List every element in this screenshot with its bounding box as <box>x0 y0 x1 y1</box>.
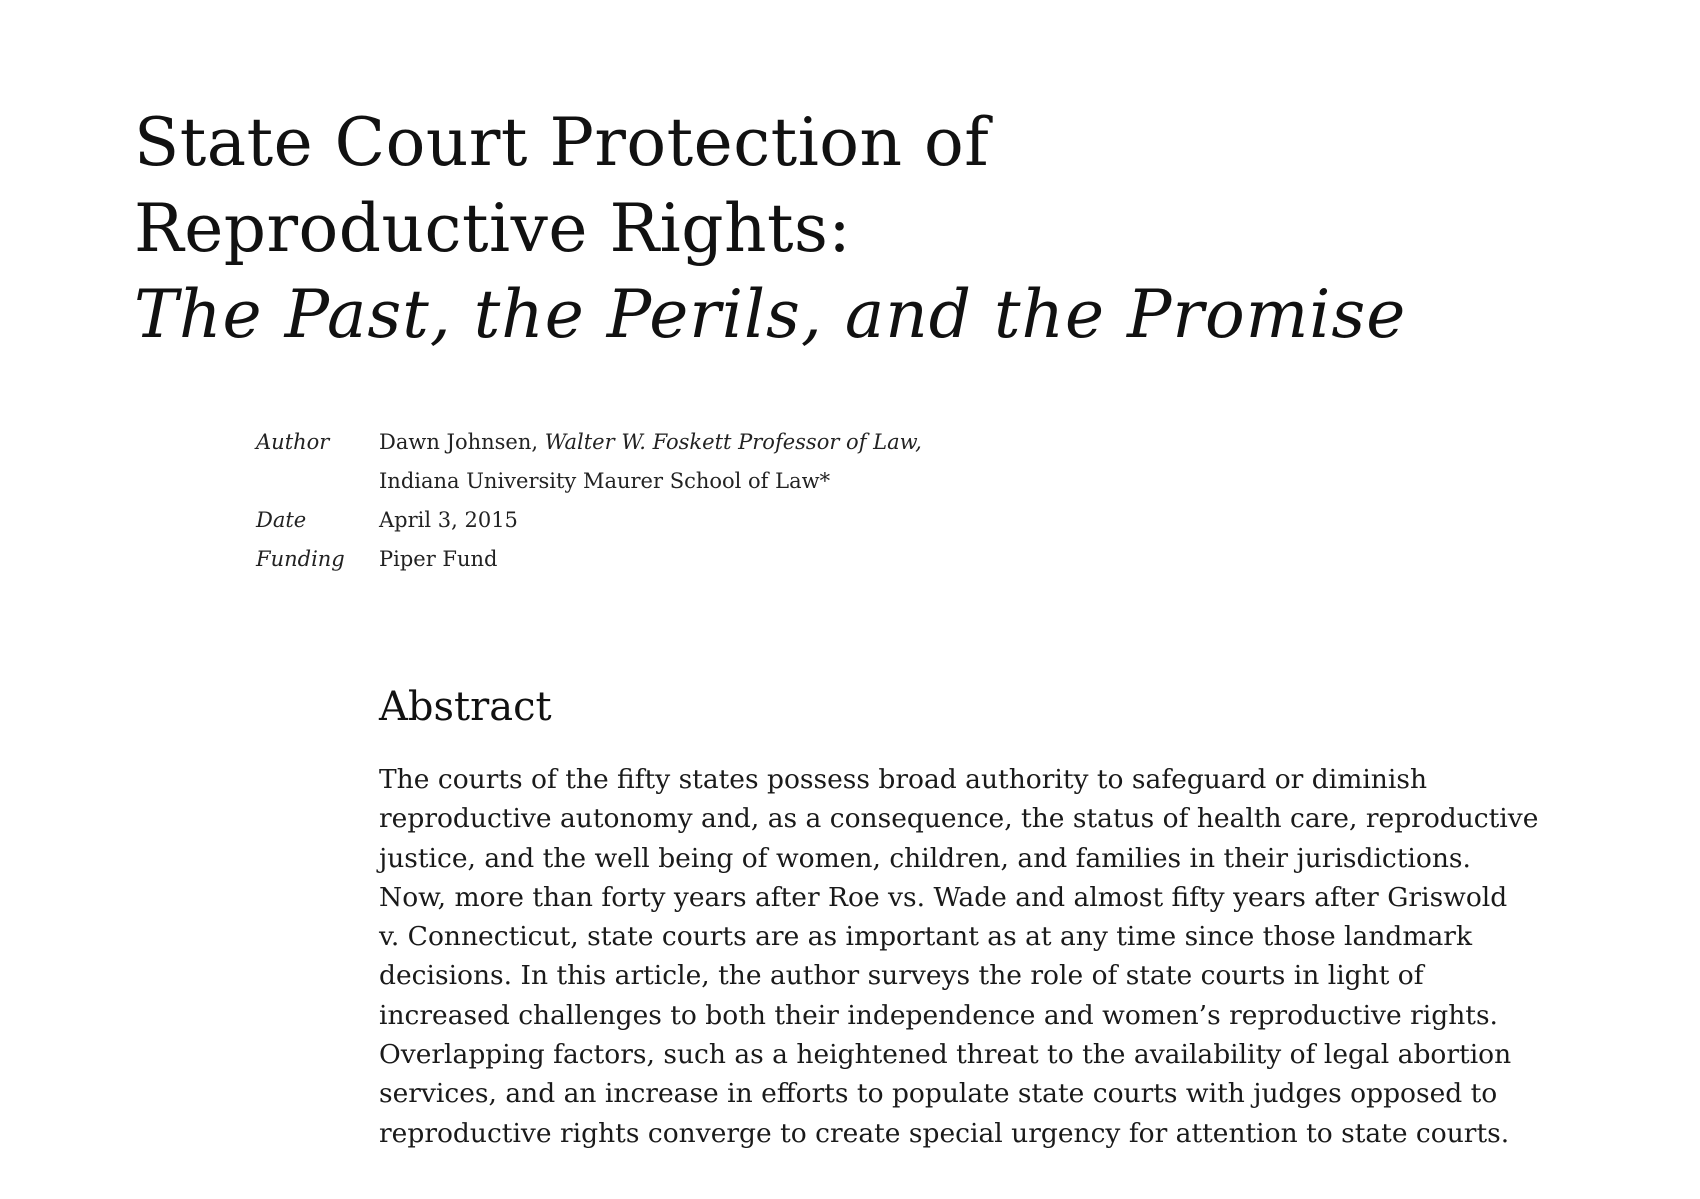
author-value <box>379 430 922 454</box>
date-label: Date <box>256 508 307 532</box>
abstract-heading: Abstract <box>379 684 552 730</box>
author-affiliation: Indiana University Maurer School of Law* <box>379 469 831 493</box>
author-affiliation-row <box>256 469 1056 508</box>
abstract-line: reproductive autonomy and, as a consequence, the status of health care, reproductive <box>379 803 1539 835</box>
abstract-line: v. Connecticut, state courts are as important as at any time since those landmark <box>379 921 1473 953</box>
title-line-2: Reproductive Rights: <box>134 190 852 267</box>
funding-label: Funding <box>256 547 345 571</box>
date-row <box>256 508 1056 547</box>
author-position: Walter W. Foskett Professor of Law, <box>544 430 922 454</box>
funding-row <box>256 547 1056 586</box>
abstract-line: Overlapping factors, such as a heightened threat to the availability of legal abortion <box>379 1039 1512 1071</box>
abstract-line: decisions. In this article, the author surveys the role of state courts in light of <box>379 960 1424 992</box>
title-line-1: State Court Protection of <box>134 104 990 181</box>
abstract-line: increased challenges to both their independence and women’s reproductive rights. <box>379 999 1498 1031</box>
funding-value: Piper Fund <box>379 547 498 571</box>
abstract-section <box>379 682 1559 1153</box>
abstract-line: The courts of the fifty states possess broad authority to safeguard or diminish <box>379 764 1428 795</box>
date-value: April 3, 2015 <box>379 508 518 532</box>
abstract-body <box>379 760 1559 1153</box>
author-name: Dawn Johnsen, <box>379 430 539 454</box>
author-row <box>256 430 1056 469</box>
abstract-line: justice, and the well being of women, children, and families in their jurisdictions. <box>379 842 1471 874</box>
document-title <box>134 100 1434 358</box>
document-metadata <box>256 430 1056 586</box>
abstract-line: Now, more than forty years after Roe vs. Wade and almost fifty years after Griswold <box>379 881 1508 913</box>
abstract-line: services, and an increase in efforts to populate state courts with judges opposed to <box>379 1078 1498 1110</box>
author-label: Author <box>256 430 330 454</box>
document-subtitle: The Past, the Perils, and the Promise <box>134 276 1407 353</box>
abstract-line: reproductive rights converge to create special urgency for attention to state courts. <box>379 1117 1510 1149</box>
